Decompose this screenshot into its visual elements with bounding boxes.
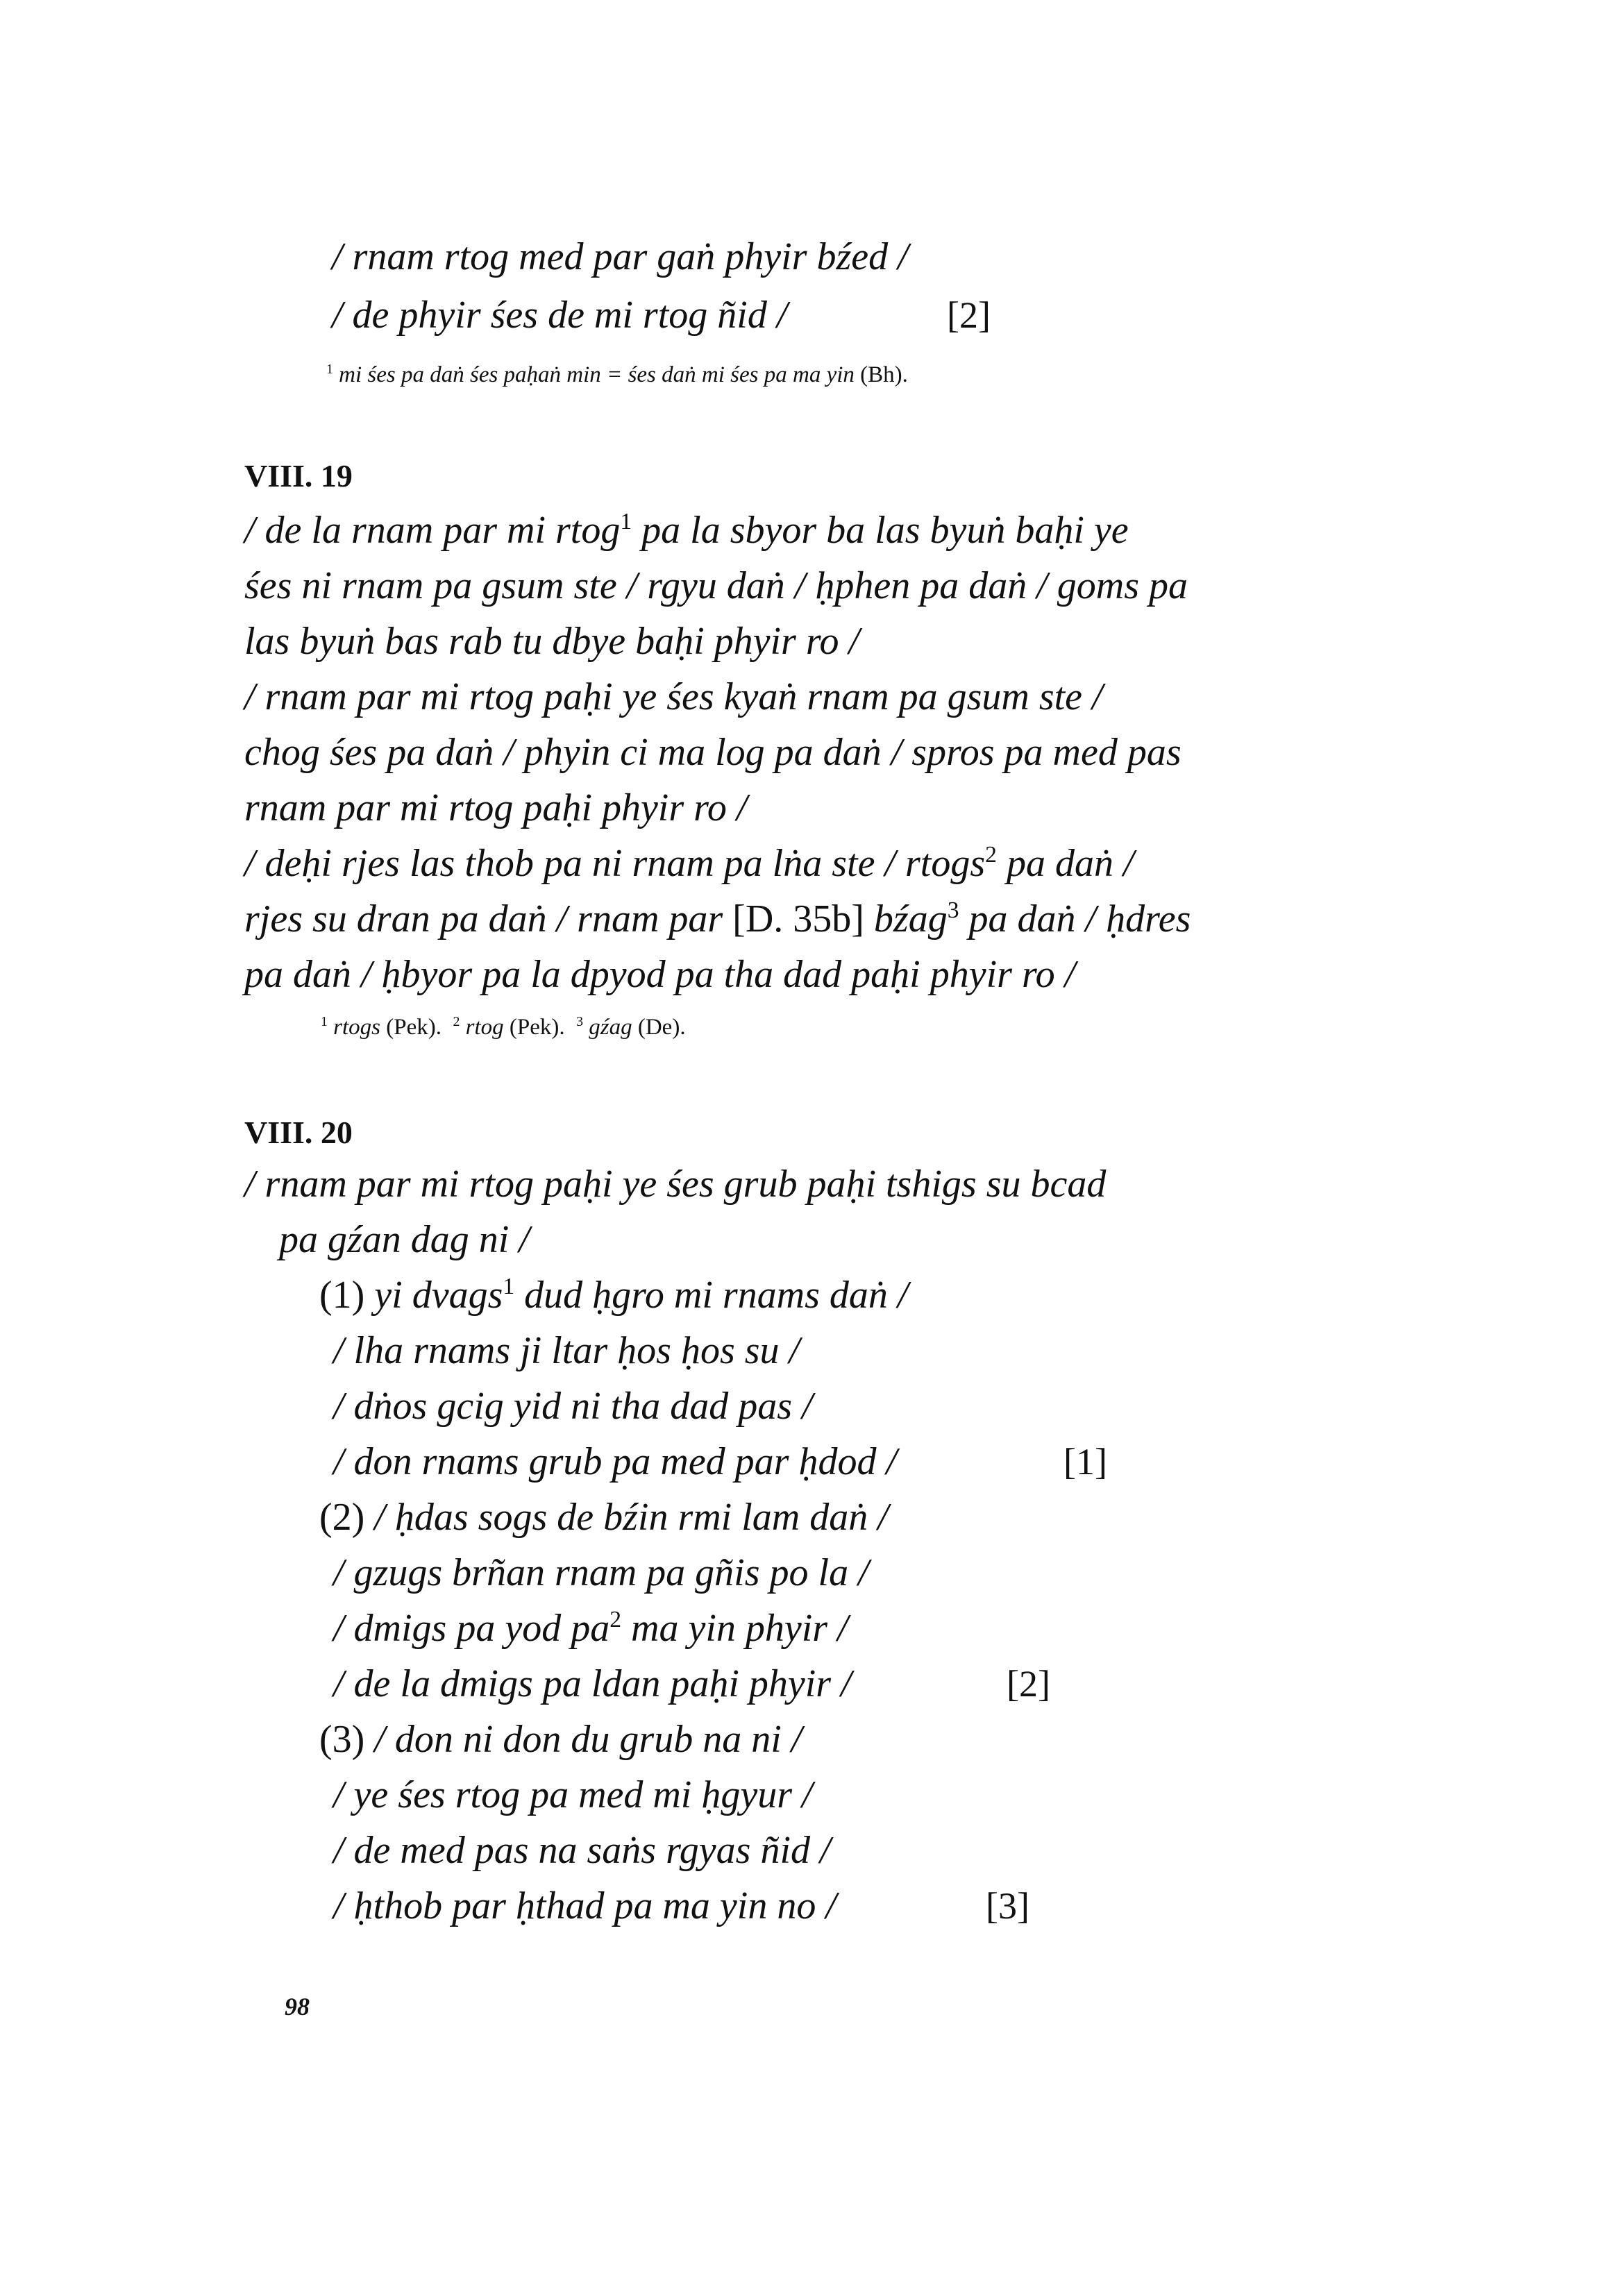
footnote-marker: 1 <box>326 362 333 378</box>
verse-line: / ye śes rtog pa med mi ḥgyur / <box>333 1773 813 1816</box>
footnote-source: (De). <box>637 1015 686 1040</box>
footnote-text: rtog <box>465 1015 504 1040</box>
verse-line: / de phyir śes de mi rtog ñid / <box>332 294 788 337</box>
text-line: pa daṅ / ḥbyor pa la dpyod pa tha dad paḥi phyir ro / <box>244 953 1076 996</box>
footnote-marker: 1 <box>321 1014 328 1030</box>
text-line <box>244 505 1129 555</box>
text-segment: ma yin phyir / <box>631 1607 848 1650</box>
section-heading: VIII. 19 <box>244 458 353 493</box>
text-segment: bźag <box>873 897 948 940</box>
footnotes <box>321 1013 686 1041</box>
verse-number: [2] <box>1007 1663 1050 1705</box>
verse-label: (2) <box>319 1496 365 1539</box>
text-segment: / ḥdas sogs de bźin rmi lam daṅ / <box>374 1496 889 1539</box>
text-line: / rnam par mi rtog paḥi ye śes kyaṅ rnam pa gsum ste / <box>244 675 1103 718</box>
verse-line <box>319 1270 908 1320</box>
page-number: 98 <box>285 1993 310 2020</box>
verse-line: / de la dmigs pa ldan paḥi phyir / <box>333 1662 852 1705</box>
verse-line: / ḥthob par ḥthad pa ma yin no / <box>333 1884 836 1927</box>
verse-line <box>319 1492 889 1542</box>
verse-number: [1] <box>1063 1441 1107 1483</box>
footnote-marker: 3 <box>947 897 959 923</box>
footnote-source: (Pek). <box>386 1015 442 1040</box>
footnote-marker: 2 <box>985 841 997 868</box>
verse-label: (3) <box>319 1718 365 1761</box>
text-segment: / dmigs pa yod pa <box>333 1607 610 1650</box>
footnote-marker: 2 <box>609 1606 622 1632</box>
footnote-source: (Pek). <box>509 1015 565 1040</box>
verse-line <box>333 1603 848 1653</box>
verse-line: / don rnams grub pa med par ḥdod / <box>333 1440 898 1483</box>
text-segment: / deḥi rjes las thob pa ni rnam pa lṅa ste / rtogs <box>244 842 986 885</box>
verse-number: [2] <box>947 294 991 336</box>
text-segment: dud ḥgro mi rnams daṅ / <box>524 1274 909 1317</box>
verse-line: / dṅos gcig yid ni tha dad pas / <box>333 1385 813 1428</box>
verse-line: / gzugs brñan rnam pa gñis po la / <box>333 1551 869 1594</box>
text-segment: yi dvags <box>374 1274 503 1317</box>
section-heading: VIII. 20 <box>244 1115 353 1150</box>
footnote-source: (Bh). <box>860 362 908 387</box>
footnote <box>326 361 908 389</box>
text-line: pa gźan dag ni / <box>279 1218 530 1261</box>
text-line <box>244 894 1191 944</box>
footnote-text: gźag <box>589 1015 632 1040</box>
text-segment: pa daṅ / <box>1006 842 1134 885</box>
footnote-marker: 1 <box>503 1273 515 1299</box>
verse-line: / rnam rtog med par gaṅ phyir bźed / <box>332 235 909 278</box>
text-segment: / de la rnam par mi rtog <box>244 509 621 552</box>
verse-label: (1) <box>319 1274 365 1317</box>
folio-reference: [D. 35b] <box>732 897 864 940</box>
footnote-marker: 3 <box>576 1014 584 1030</box>
text-line: / rnam par mi rtog paḥi ye śes grub paḥi tshigs su bcad <box>244 1163 1107 1206</box>
text-segment: pa daṅ / ḥdres <box>968 897 1191 940</box>
footnote-marker: 1 <box>620 508 632 534</box>
verse-line: / de med pas na saṅs rgyas ñid / <box>333 1829 831 1872</box>
text-line: chog śes pa daṅ / phyin ci ma log pa daṅ / spros pa med pas <box>244 731 1181 774</box>
text-line: śes ni rnam pa gsum ste / rgyu daṅ / ḥphen pa daṅ / goms pa <box>244 564 1188 607</box>
verse-line <box>319 1714 802 1764</box>
text-segment: rjes su dran pa daṅ / rnam par <box>244 897 723 940</box>
text-line <box>244 838 1134 888</box>
footnote-text: mi śes pa daṅ śes paḥaṅ min = śes daṅ mi śes pa ma yin <box>339 362 855 387</box>
verse-line: / lha rnams ji ltar ḥos ḥos su / <box>333 1329 800 1372</box>
text-line: las byuṅ bas rab tu dbye baḥi phyir ro / <box>244 620 860 663</box>
footnote-marker: 2 <box>453 1014 460 1030</box>
text-segment: / don ni don du grub na ni / <box>374 1718 802 1761</box>
text-segment: pa la sbyor ba las byuṅ baḥi ye <box>641 509 1129 552</box>
text-line: rnam par mi rtog paḥi phyir ro / <box>244 786 748 829</box>
footnote-text: rtogs <box>333 1015 380 1040</box>
verse-number: [3] <box>986 1885 1029 1927</box>
